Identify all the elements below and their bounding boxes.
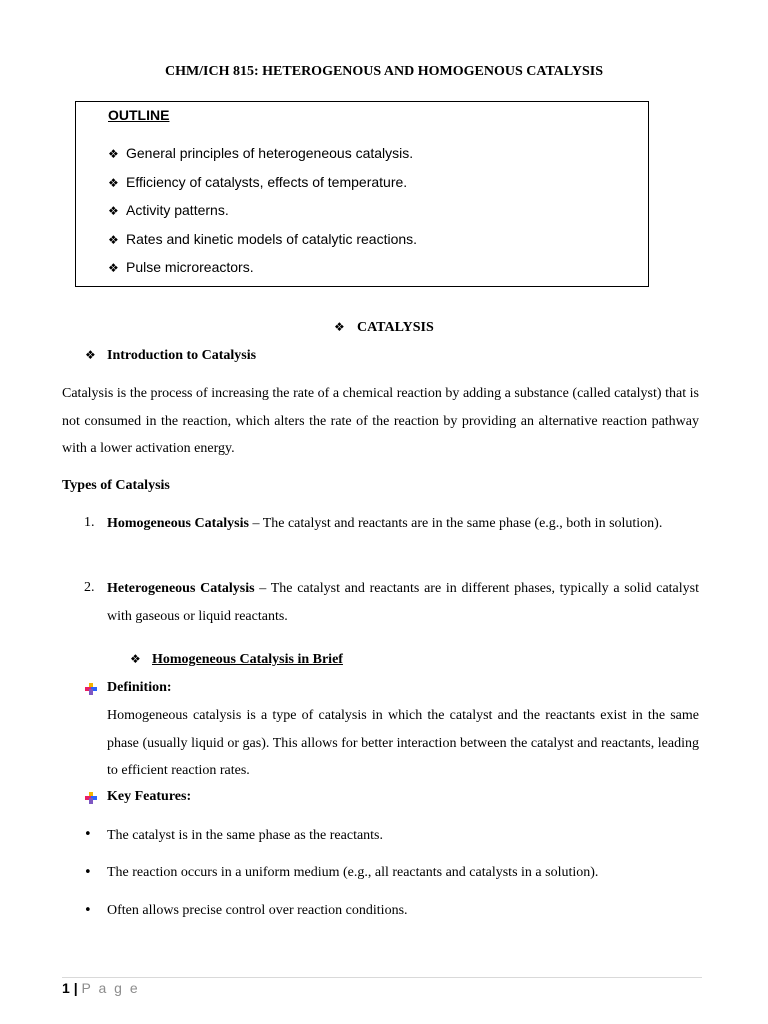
types-heading: Types of Catalysis (62, 478, 170, 493)
diamond-bullet-icon: ❖ (85, 348, 96, 362)
outline-item: ❖ Rates and kinetic models of catalytic reactions. (108, 231, 418, 247)
diamond-bullet-icon: ❖ (108, 147, 119, 161)
list-number: 1. (84, 515, 95, 530)
intro-paragraph: Catalysis is the process of increasing the rate of a chemical reaction by adding a substance (called catalyst) that is not consumed in the reaction, which alters the rate of the reaction by providing an alternative reaction pathway with a lower activation energy. (62, 386, 699, 456)
homogeneous-heading: ❖ Homogeneous Catalysis in Brief (130, 652, 343, 667)
footer-divider (62, 977, 702, 978)
document-title: CHM/ICH 815: HETEROGENOUS AND HOMOGENOUS CATALYSIS (164, 64, 604, 79)
intro-heading: ❖ Introduction to Catalysis (85, 348, 257, 363)
diamond-bullet-icon: ❖ (108, 261, 119, 275)
definition-paragraph: Homogeneous catalysis is a type of catalysis in which the catalyst and the reactants exist in the same phase (usually liquid or gas). This allows for better interaction between the catalyst and reactants, leading to efficient reaction rates. (107, 708, 699, 778)
four-color-star-icon (85, 683, 97, 695)
bullet-icon: • (84, 903, 92, 918)
outline-item: ❖ Efficiency of catalysts, effects of temperature. (108, 174, 408, 190)
page-footer (62, 980, 140, 996)
diamond-bullet-icon: ❖ (130, 652, 141, 666)
feature-item: The reaction occurs in a uniform medium (e.g., all reactants and catalysts in a solution). (107, 865, 599, 880)
four-color-star-icon (85, 792, 97, 804)
bullet-icon: • (84, 865, 92, 880)
definition-label: Definition: (107, 680, 172, 695)
footer-separator: | (73, 980, 78, 996)
type-item-heterogeneous: Heterogeneous Catalysis – The catalyst and reactants are in different phases, typically a solid catalyst with gaseous or liquid reactants. (107, 581, 699, 624)
diamond-bullet-icon: ❖ (108, 233, 119, 247)
page-number: 1 (62, 980, 70, 996)
key-features-label: Key Features: (107, 789, 192, 804)
feature-item: The catalyst is in the same phase as the reactants. (107, 828, 384, 843)
feature-item: Often allows precise control over reaction conditions. (107, 903, 408, 918)
bullet-icon: • (84, 827, 92, 842)
outline-item: ❖ General principles of heterogeneous catalysis. (108, 145, 414, 161)
outline-item: ❖ Activity patterns. (108, 202, 229, 218)
diamond-bullet-icon: ❖ (108, 204, 119, 218)
list-number: 2. (84, 580, 95, 595)
catalysis-heading: ❖ CATALYSIS (334, 320, 434, 335)
outline-heading: OUTLINE (108, 107, 170, 123)
outline-item: ❖ Pulse microreactors. (108, 259, 254, 275)
diamond-bullet-icon: ❖ (108, 176, 119, 190)
page-label: P a g e (81, 980, 140, 996)
diamond-bullet-icon: ❖ (334, 320, 345, 334)
type-item-homogeneous: Homogeneous Catalysis – The catalyst and reactants are in the same phase (e.g., both in solution). (107, 516, 663, 531)
